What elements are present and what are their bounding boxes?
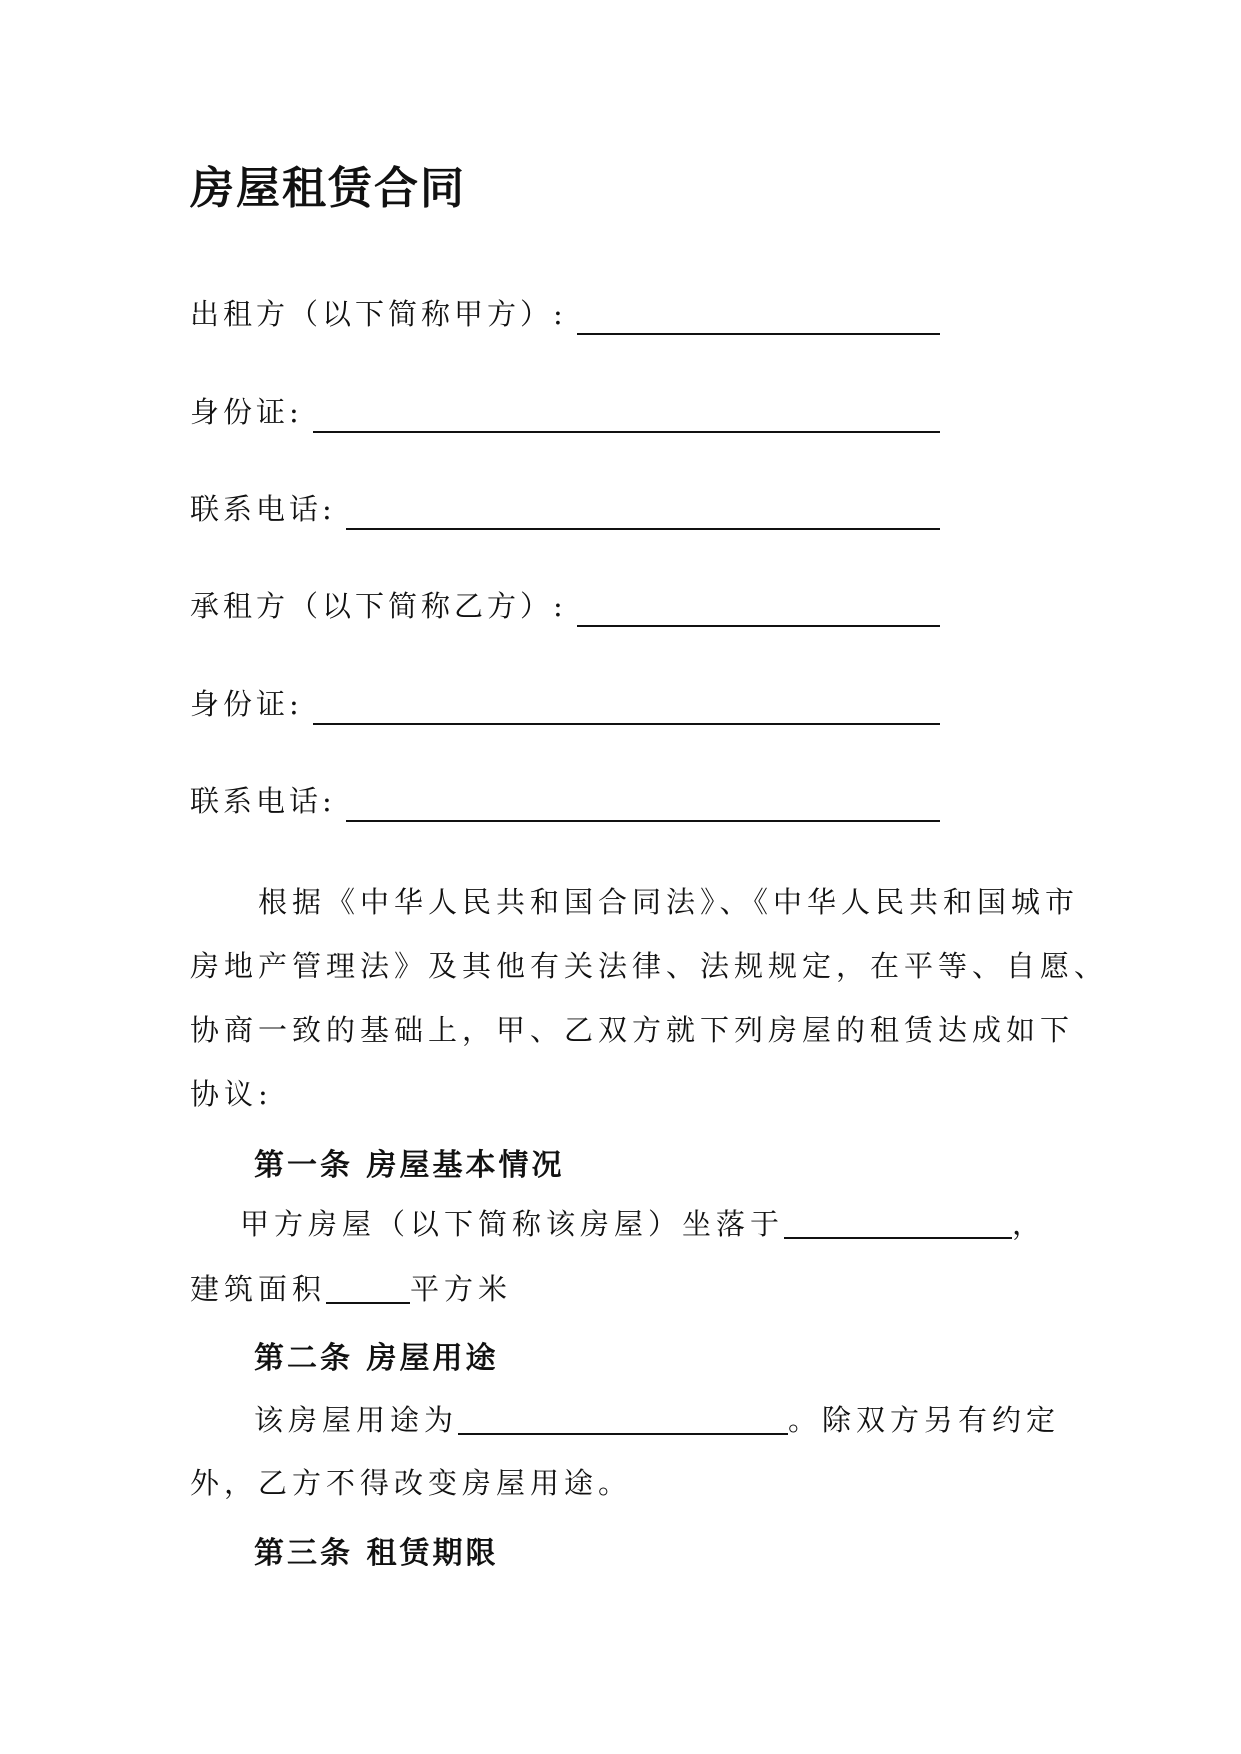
article-3-heading: 第三条 租赁期限 [254,1536,499,1571]
intro-line: 房地产管理法》及其他有关法律、法规规定，在平等、自愿、 [190,949,1109,983]
document-title: 房屋租赁合同 [190,163,466,214]
article-2-usage-line [254,1398,1060,1439]
lessee-name-row [190,584,940,631]
area-unit: 平方米 [410,1272,513,1306]
lessor-id-row [190,390,940,437]
article-1-heading: 第一条 房屋基本情况 [254,1148,565,1183]
article-1-area-line [190,1267,512,1308]
lessee-id-blank[interactable] [313,695,940,725]
location-suffix: ， [1012,1207,1047,1241]
lessee-id-label: 身份证: [190,687,303,721]
article-2-restriction-line: 外，乙方不得改变房屋用途。 [190,1466,633,1500]
lessee-phone-blank[interactable] [346,792,940,822]
area-text: 建筑面积 [190,1272,327,1306]
lessee-name-blank[interactable] [577,597,940,627]
area-blank[interactable] [326,1274,410,1304]
lessor-phone-blank[interactable] [346,500,940,530]
intro-line: 协议: [190,1077,273,1111]
intro-paragraph [190,870,1109,1126]
lessor-name-label: 出租方（以下简称甲方）: [190,297,567,331]
lessor-name-blank[interactable] [577,305,940,335]
usage-suffix: 。除双方另有约定 [788,1403,1061,1437]
usage-blank[interactable] [458,1405,788,1435]
lessee-id-row [190,682,940,729]
intro-line: 协商一致的基础上，甲、乙双方就下列房屋的租赁达成如下 [190,1013,1075,1047]
lessee-name-label: 承租方（以下简称乙方）: [190,589,567,623]
lessor-id-blank[interactable] [313,403,940,433]
article-2-heading: 第二条 房屋用途 [254,1341,499,1376]
article-1-location-line [240,1202,1046,1243]
lessor-name-row [190,292,940,339]
lessor-phone-row [190,487,940,534]
lessee-phone-label: 联系电话: [190,784,336,818]
usage-text: 该房屋用途为 [254,1403,459,1437]
lessee-phone-row [190,779,940,826]
location-text: 甲方房屋（以下简称该房屋）坐落于 [240,1207,785,1241]
lessor-id-label: 身份证: [190,395,303,429]
lessor-phone-label: 联系电话: [190,492,336,526]
location-blank[interactable] [784,1209,1012,1239]
intro-line: 根据《中华人民共和国合同法》、《中华人民共和国城市 [190,885,1080,919]
